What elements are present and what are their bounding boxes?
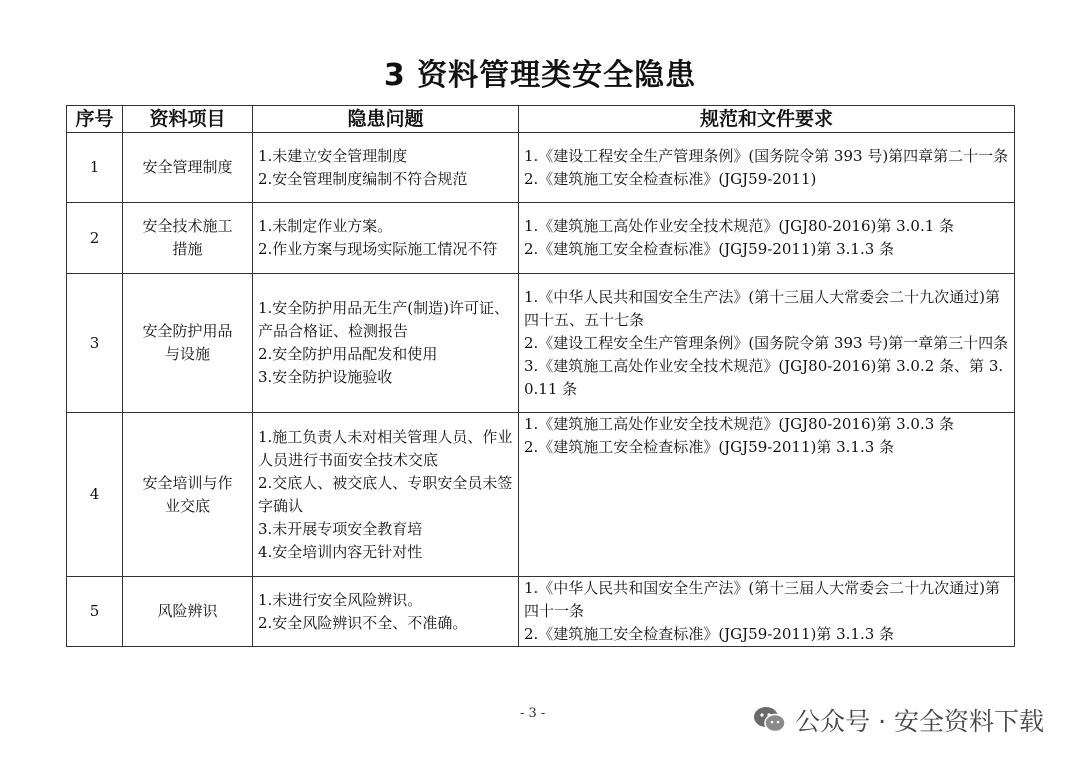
row-item: 风险辨识 [123,577,253,647]
table-row [67,203,1015,274]
row-requirements: 1.《建设工程安全生产管理条例》(国务院令第 393 号)第四章第二十一条 2.《建筑施工安全检查标准》(JGJ59-2011) [519,133,1015,203]
row-requirements: 1.《建筑施工高处作业安全技术规范》(JGJ80-2016)第 3.0.3 条 2.《建筑施工安全检查标准》(JGJ59-2011)第 3.1.3 条 [519,413,1015,577]
table-header-row [67,106,1015,133]
page-number: - 3 - [520,706,546,721]
row-item: 安全培训与作 业交底 [123,413,253,577]
page-title: 3 资料管理类安全隐患 [383,58,697,93]
row-item: 安全技术施工 措施 [123,203,253,274]
row-issues: 1.未进行安全风险辨识。 2.安全风险辨识不全、不准确。 [253,577,519,647]
row-requirements: 1.《建筑施工高处作业安全技术规范》(JGJ80-2016)第 3.0.1 条 2.《建筑施工安全检查标准》(JGJ59-2011)第 3.1.3 条 [519,203,1015,274]
watermark-text: 公众号 · 安全资料下载 [795,707,1044,736]
watermark [753,702,1044,738]
row-number: 4 [67,413,123,577]
hazard-table [66,105,1015,647]
header-seq: 序号 [67,106,123,133]
row-issues: 1.施工负责人未对相关管理人员、作业人员进行书面安全技术交底 2.交底人、被交底人、专职安全员未签字确认 3.未开展专项安全教育培 4.安全培训内容无针对性 [253,413,519,577]
row-requirements: 1.《中华人民共和国安全生产法》(第十三届人大常委会二十九次通过)第四十一条 2.《建筑施工安全检查标准》(JGJ59-2011)第 3.1.3 条 [519,577,1015,647]
row-number: 3 [67,274,123,413]
table-row [67,413,1015,577]
wechat-icon [753,706,787,734]
row-issues: 1.安全防护用品无生产(制造)许可证、产品合格证、检测报告 2.安全防护用品配发和使用 3.安全防护设施验收 [253,274,519,413]
header-requirement: 规范和文件要求 [519,106,1015,133]
row-number: 5 [67,577,123,647]
row-number: 2 [67,203,123,274]
row-number: 1 [67,133,123,203]
row-issues: 1.未建立安全管理制度 2.安全管理制度编制不符合规范 [253,133,519,203]
row-item: 安全防护用品 与设施 [123,274,253,413]
row-issues: 1.未制定作业方案。 2.作业方案与现场实际施工情况不符 [253,203,519,274]
table-row [67,274,1015,413]
table-row [67,577,1015,647]
row-requirements: 1.《中华人民共和国安全生产法》(第十三届人大常委会二十九次通过)第四十五、五十七条 2.《建设工程安全生产管理条例》(国务院令第 393 号)第一章第三十四条 3.《建筑施工高处作业安全技术规范》(JGJ80-2016)第 3.0.2 条、第 3.0.11 条 [519,274,1015,413]
header-item: 资料项目 [123,106,253,133]
header-issue: 隐患问题 [253,106,519,133]
row-item: 安全管理制度 [123,133,253,203]
table-row [67,133,1015,203]
